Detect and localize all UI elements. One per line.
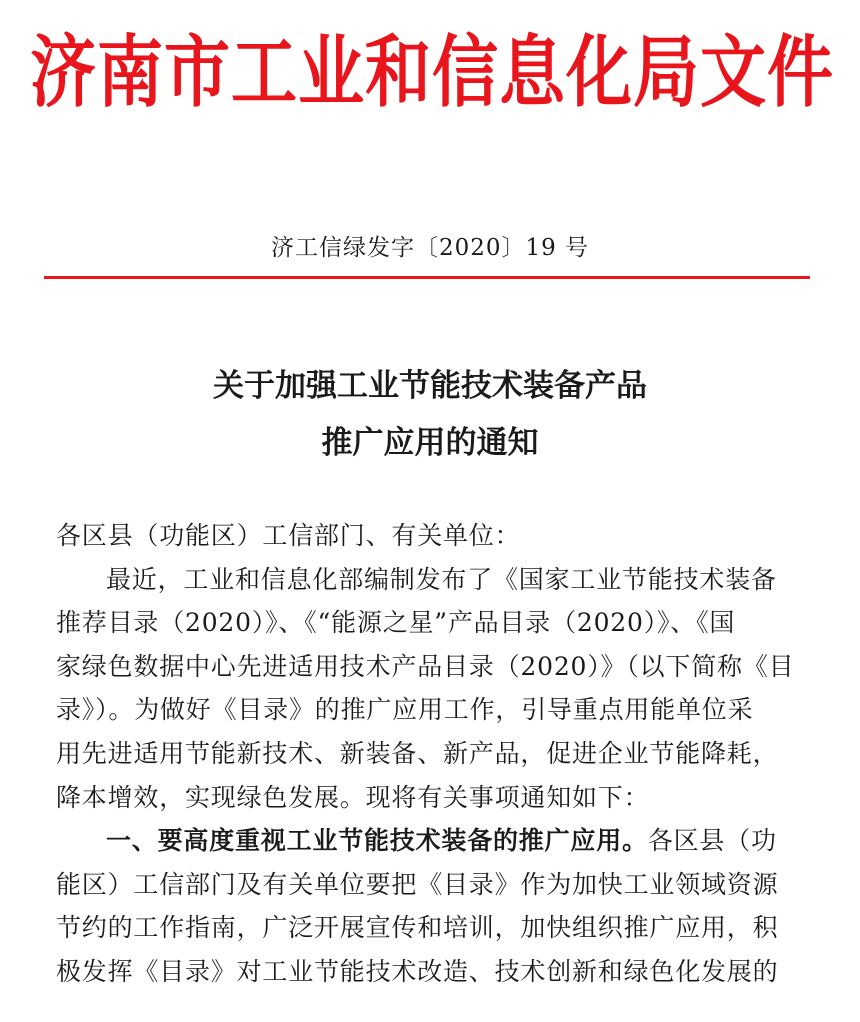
- section-1-first-line-text: 各区县（功: [647, 826, 777, 856]
- paragraph-line: 能区）工信部门及有关单位要把《目录》作为加快工业领域资源: [56, 869, 779, 899]
- paragraph-line: 录》）。为做好《目录》的推广应用工作，引导重点用能单位采: [56, 695, 754, 725]
- paragraph-line: 家绿色数据中心先进适用技术产品目录（2020）》（以下简称《目: [56, 651, 795, 681]
- notice-title-line-1: 关于加强工业节能技术装备产品: [213, 368, 647, 404]
- paragraph-line: 最近，工业和信息化部编制发布了《国家工业节能技术装备: [106, 564, 777, 594]
- notice-body: [56, 514, 816, 994]
- paragraph-line: 节约的工作指南，广泛开展宣传和培训，加快组织推广应用，积: [56, 913, 779, 943]
- paragraph-line: 推荐目录（2020）》、《“能源之星”产品目录（2020）》、《国: [56, 608, 736, 638]
- document-number: 济工信绿发字〔2020〕19 号: [270, 235, 590, 261]
- issuer-title: 济南市工业和信息化局文件: [30, 26, 834, 118]
- notice-title-line-2: 推广应用的通知: [321, 425, 539, 461]
- red-divider: [44, 276, 810, 279]
- section-1-heading: 一、要高度重视工业节能技术装备的推广应用。: [106, 826, 648, 856]
- paragraph-line: 降本增效，实现绿色发展。现将有关事项通知如下：: [56, 782, 650, 812]
- paragraph-line: 极发挥《目录》对工业节能技术改造、技术创新和绿色化发展的: [56, 956, 779, 986]
- section-1-first-line: [56, 819, 816, 863]
- salutation: 各区县（功能区）工信部门、有关单位：: [56, 521, 521, 550]
- paragraph-line: 用先进适用节能新技术、新装备、新产品，促进企业节能降耗，: [56, 738, 779, 768]
